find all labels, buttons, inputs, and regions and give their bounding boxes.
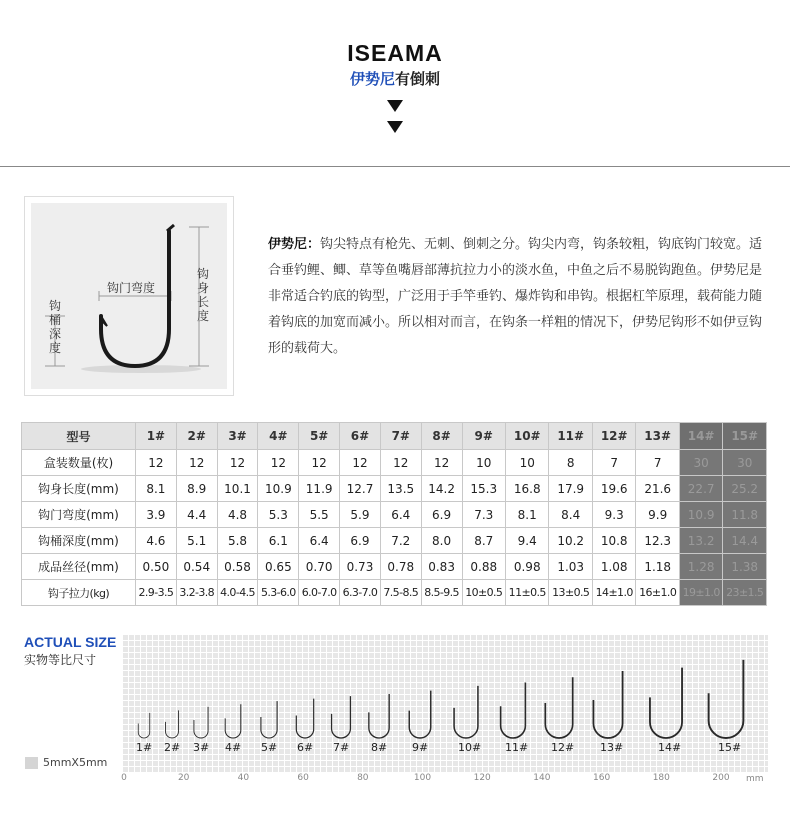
product-subtitle bbox=[0, 68, 790, 89]
hook-size-label: 13# bbox=[600, 741, 624, 754]
hook-size-label: 1# bbox=[136, 741, 153, 754]
spec-size-header: 1# bbox=[136, 423, 177, 450]
spec-cell: 25.2 bbox=[723, 476, 767, 502]
spec-cell: 21.6 bbox=[636, 476, 679, 502]
subtitle-model: 伊势尼 bbox=[349, 70, 395, 88]
hook-size-label: 8# bbox=[371, 741, 388, 754]
spec-size-header: 7# bbox=[380, 423, 421, 450]
spec-row bbox=[22, 580, 767, 606]
spec-cell: 7.3 bbox=[462, 502, 505, 528]
axis-tick-label: 160 bbox=[593, 773, 611, 783]
spec-cell: 11.8 bbox=[723, 502, 767, 528]
spec-cell: 3.9 bbox=[136, 502, 177, 528]
spec-row bbox=[22, 476, 767, 502]
spec-cell: 14.2 bbox=[421, 476, 462, 502]
spec-cell: 4.8 bbox=[217, 502, 258, 528]
axis-unit: mm bbox=[746, 774, 764, 784]
spec-cell: 30 bbox=[723, 450, 767, 476]
spec-cell: 5.1 bbox=[176, 528, 217, 554]
spec-cell: 5.3-6.0 bbox=[258, 580, 299, 606]
spec-cell: 12 bbox=[421, 450, 462, 476]
spec-cell: 8 bbox=[549, 450, 592, 476]
description-text: 钩尖特点有枪先、无刺、倒刺之分。钩尖内弯，钩条较粗，钩底钩门较宽。适合垂钓鲤、鲫、草等鱼嘴唇部薄抗拉力小的淡水鱼，中鱼之后不易脱钩跑鱼。伊势尼是非常适合钓底的钩型，广泛用于手竿垂钓、爆炸钩和串钩。根据杠竿原理，载荷能力随着钩底的加宽而减小。所以相对而言，在钩条一样粗的情况下，伊势尼钩形不如伊豆钩形的载荷大。 bbox=[268, 237, 763, 356]
spec-cell: 3.2-3.8 bbox=[176, 580, 217, 606]
spec-cell: 7.2 bbox=[380, 528, 421, 554]
spec-cell: 9.4 bbox=[505, 528, 548, 554]
spec-cell: 11±0.5 bbox=[505, 580, 548, 606]
product-description bbox=[268, 232, 768, 362]
spec-cell: 12 bbox=[258, 450, 299, 476]
spec-cell: 4.6 bbox=[136, 528, 177, 554]
spec-cell: 10±0.5 bbox=[462, 580, 505, 606]
spec-cell: 8.9 bbox=[176, 476, 217, 502]
spec-cell: 13.5 bbox=[380, 476, 421, 502]
spec-cell: 8.1 bbox=[505, 502, 548, 528]
down-arrow-icon bbox=[387, 121, 403, 133]
spec-cell: 10.9 bbox=[258, 476, 299, 502]
hook-shape bbox=[194, 707, 208, 738]
axis-tick-label: 60 bbox=[297, 773, 309, 783]
hook-size-label: 12# bbox=[551, 741, 575, 754]
spec-cell: 8.7 bbox=[462, 528, 505, 554]
spec-cell: 4.0-4.5 bbox=[217, 580, 258, 606]
spec-cell: 6.1 bbox=[258, 528, 299, 554]
spec-cell: 5.3 bbox=[258, 502, 299, 528]
spec-cell: 14.4 bbox=[723, 528, 767, 554]
spec-cell: 0.83 bbox=[421, 554, 462, 580]
hook-shape bbox=[296, 699, 313, 738]
spec-size-header: 4# bbox=[258, 423, 299, 450]
spec-row bbox=[22, 450, 767, 476]
hook-shape bbox=[332, 696, 351, 738]
spec-cell: 12 bbox=[136, 450, 177, 476]
spec-cell: 12 bbox=[217, 450, 258, 476]
axis-tick-label: 200 bbox=[712, 773, 730, 783]
diagram-panel bbox=[31, 203, 227, 389]
hook-shape bbox=[650, 668, 682, 738]
spec-cell: 22.7 bbox=[679, 476, 722, 502]
hook-diagram bbox=[24, 196, 234, 396]
spec-cell: 8.0 bbox=[421, 528, 462, 554]
spec-size-header: 13# bbox=[636, 423, 679, 450]
spec-cell: 0.78 bbox=[380, 554, 421, 580]
spec-cell: 5.8 bbox=[217, 528, 258, 554]
hook-shape bbox=[545, 677, 572, 738]
spec-cell: 10 bbox=[505, 450, 548, 476]
spec-row-label: 钩桶深度(mm) bbox=[22, 528, 136, 554]
spec-cell: 9.3 bbox=[592, 502, 635, 528]
spec-cell: 6.9 bbox=[421, 502, 462, 528]
hook-size-label: 2# bbox=[164, 741, 181, 754]
spec-cell: 7 bbox=[636, 450, 679, 476]
hook-shape bbox=[138, 713, 149, 738]
spec-cell: 16±1.0 bbox=[636, 580, 679, 606]
legend-text: 5mmX5mm bbox=[43, 756, 108, 769]
spec-cell: 12.3 bbox=[636, 528, 679, 554]
label-gate-width: 钩门弯度 bbox=[107, 281, 156, 295]
spec-cell: 0.65 bbox=[258, 554, 299, 580]
spec-header-label: 型号 bbox=[22, 423, 136, 450]
hook-size-label: 7# bbox=[333, 741, 350, 754]
spec-cell: 6.9 bbox=[340, 528, 381, 554]
hook-size-label: 5# bbox=[261, 741, 278, 754]
hook-size-label: 9# bbox=[412, 741, 429, 754]
hook-shape bbox=[454, 686, 478, 738]
spec-cell: 15.3 bbox=[462, 476, 505, 502]
spec-cell: 10 bbox=[462, 450, 505, 476]
label-bucket-depth: 钩桶深度 bbox=[49, 299, 62, 355]
spec-cell: 12.7 bbox=[340, 476, 381, 502]
spec-cell: 1.38 bbox=[723, 554, 767, 580]
hook-size-label: 10# bbox=[458, 741, 482, 754]
hook-shape bbox=[369, 694, 389, 738]
hook-shape bbox=[709, 660, 744, 738]
hook-shape bbox=[166, 710, 179, 738]
axis-tick-label: 0 bbox=[121, 773, 127, 783]
spec-row-label: 成品丝径(mm) bbox=[22, 554, 136, 580]
spec-row-label: 钩子拉力(kg) bbox=[22, 580, 136, 606]
spec-cell: 0.54 bbox=[176, 554, 217, 580]
hook-size-label: 6# bbox=[297, 741, 314, 754]
spec-row-label: 盒装数量(枚) bbox=[22, 450, 136, 476]
header bbox=[0, 0, 790, 168]
spec-row-label: 钩身长度(mm) bbox=[22, 476, 136, 502]
spec-size-header: 5# bbox=[299, 423, 340, 450]
spec-cell: 1.08 bbox=[592, 554, 635, 580]
spec-cell: 1.03 bbox=[549, 554, 592, 580]
spec-cell: 10.1 bbox=[217, 476, 258, 502]
actual-size-title: ACTUAL SIZE bbox=[24, 634, 117, 650]
spec-cell: 2.9-3.5 bbox=[136, 580, 177, 606]
spec-size-header: 8# bbox=[421, 423, 462, 450]
hook-size-label: 3# bbox=[193, 741, 210, 754]
spec-cell: 12 bbox=[340, 450, 381, 476]
spec-cell: 0.73 bbox=[340, 554, 381, 580]
axis-tick-label: 180 bbox=[652, 773, 670, 783]
spec-cell: 10.8 bbox=[592, 528, 635, 554]
spec-cell: 10.2 bbox=[549, 528, 592, 554]
spec-cell: 0.70 bbox=[299, 554, 340, 580]
spec-cell: 13.2 bbox=[679, 528, 722, 554]
hook-shape bbox=[409, 691, 430, 738]
axis-tick-label: 80 bbox=[357, 773, 369, 783]
spec-size-header: 11# bbox=[549, 423, 592, 450]
axis-tick-label: 140 bbox=[533, 773, 551, 783]
spec-size-header: 15# bbox=[723, 423, 767, 450]
spec-cell: 4.4 bbox=[176, 502, 217, 528]
subtitle-feature: 有倒刺 bbox=[395, 70, 441, 88]
axis-tick-label: 40 bbox=[237, 773, 250, 783]
spec-cell: 19.6 bbox=[592, 476, 635, 502]
spec-cell: 10.9 bbox=[679, 502, 722, 528]
spec-size-header: 3# bbox=[217, 423, 258, 450]
spec-row-label: 钩门弯度(mm) bbox=[22, 502, 136, 528]
spec-cell: 12 bbox=[380, 450, 421, 476]
spec-row bbox=[22, 528, 767, 554]
spec-cell: 6.0-7.0 bbox=[299, 580, 340, 606]
hook-size-label: 14# bbox=[658, 741, 682, 754]
spec-size-header: 14# bbox=[679, 423, 722, 450]
spec-size-header: 9# bbox=[462, 423, 505, 450]
spec-cell: 30 bbox=[679, 450, 722, 476]
spec-cell: 8.1 bbox=[136, 476, 177, 502]
axis-tick-label: 120 bbox=[473, 773, 491, 783]
spec-row bbox=[22, 554, 767, 580]
spec-cell: 8.4 bbox=[549, 502, 592, 528]
spec-cell: 8.5-9.5 bbox=[421, 580, 462, 606]
hook-size-label: 4# bbox=[225, 741, 242, 754]
spec-size-header: 10# bbox=[505, 423, 548, 450]
spec-size-header: 6# bbox=[340, 423, 381, 450]
hook-size-label: 15# bbox=[718, 741, 742, 754]
spec-row bbox=[22, 502, 767, 528]
spec-cell: 1.28 bbox=[679, 554, 722, 580]
spec-cell: 17.9 bbox=[549, 476, 592, 502]
hook-shape bbox=[261, 701, 277, 738]
hook-shape bbox=[225, 704, 241, 738]
spec-header-row bbox=[22, 423, 767, 450]
spec-cell: 12 bbox=[176, 450, 217, 476]
label-shank-length: 钩身长度 bbox=[197, 267, 210, 323]
spec-cell: 1.18 bbox=[636, 554, 679, 580]
hook-shape bbox=[593, 671, 622, 738]
spec-cell: 11.9 bbox=[299, 476, 340, 502]
brand-title: ISEAMA bbox=[347, 40, 443, 66]
spec-cell: 12 bbox=[299, 450, 340, 476]
spec-cell: 13±0.5 bbox=[549, 580, 592, 606]
legend-swatch bbox=[25, 757, 38, 769]
spec-cell: 23±1.5 bbox=[723, 580, 767, 606]
spec-cell: 5.9 bbox=[340, 502, 381, 528]
spec-cell: 7.5-8.5 bbox=[380, 580, 421, 606]
spec-cell: 14±1.0 bbox=[592, 580, 635, 606]
actual-size-subtitle: 实物等比尺寸 bbox=[24, 653, 97, 667]
axis-tick-label: 20 bbox=[177, 773, 190, 783]
hook-size-label: 11# bbox=[505, 741, 529, 754]
spec-size-header: 2# bbox=[176, 423, 217, 450]
divider bbox=[0, 166, 790, 167]
spec-size-header: 12# bbox=[592, 423, 635, 450]
description-lead: 伊势尼： bbox=[268, 237, 321, 252]
spec-cell: 6.3-7.0 bbox=[340, 580, 381, 606]
spec-cell: 6.4 bbox=[299, 528, 340, 554]
axis-tick-label: 100 bbox=[413, 773, 432, 783]
spec-cell: 0.58 bbox=[217, 554, 258, 580]
spec-cell: 0.98 bbox=[505, 554, 548, 580]
hook-shape bbox=[501, 683, 526, 738]
down-arrow-icon bbox=[387, 100, 403, 112]
spec-cell: 0.50 bbox=[136, 554, 177, 580]
spec-cell: 0.88 bbox=[462, 554, 505, 580]
spec-cell: 16.8 bbox=[505, 476, 548, 502]
spec-table bbox=[21, 422, 767, 606]
spec-cell: 19±1.0 bbox=[679, 580, 722, 606]
spec-cell: 7 bbox=[592, 450, 635, 476]
spec-cell: 6.4 bbox=[380, 502, 421, 528]
spec-cell: 9.9 bbox=[636, 502, 679, 528]
spec-cell: 5.5 bbox=[299, 502, 340, 528]
